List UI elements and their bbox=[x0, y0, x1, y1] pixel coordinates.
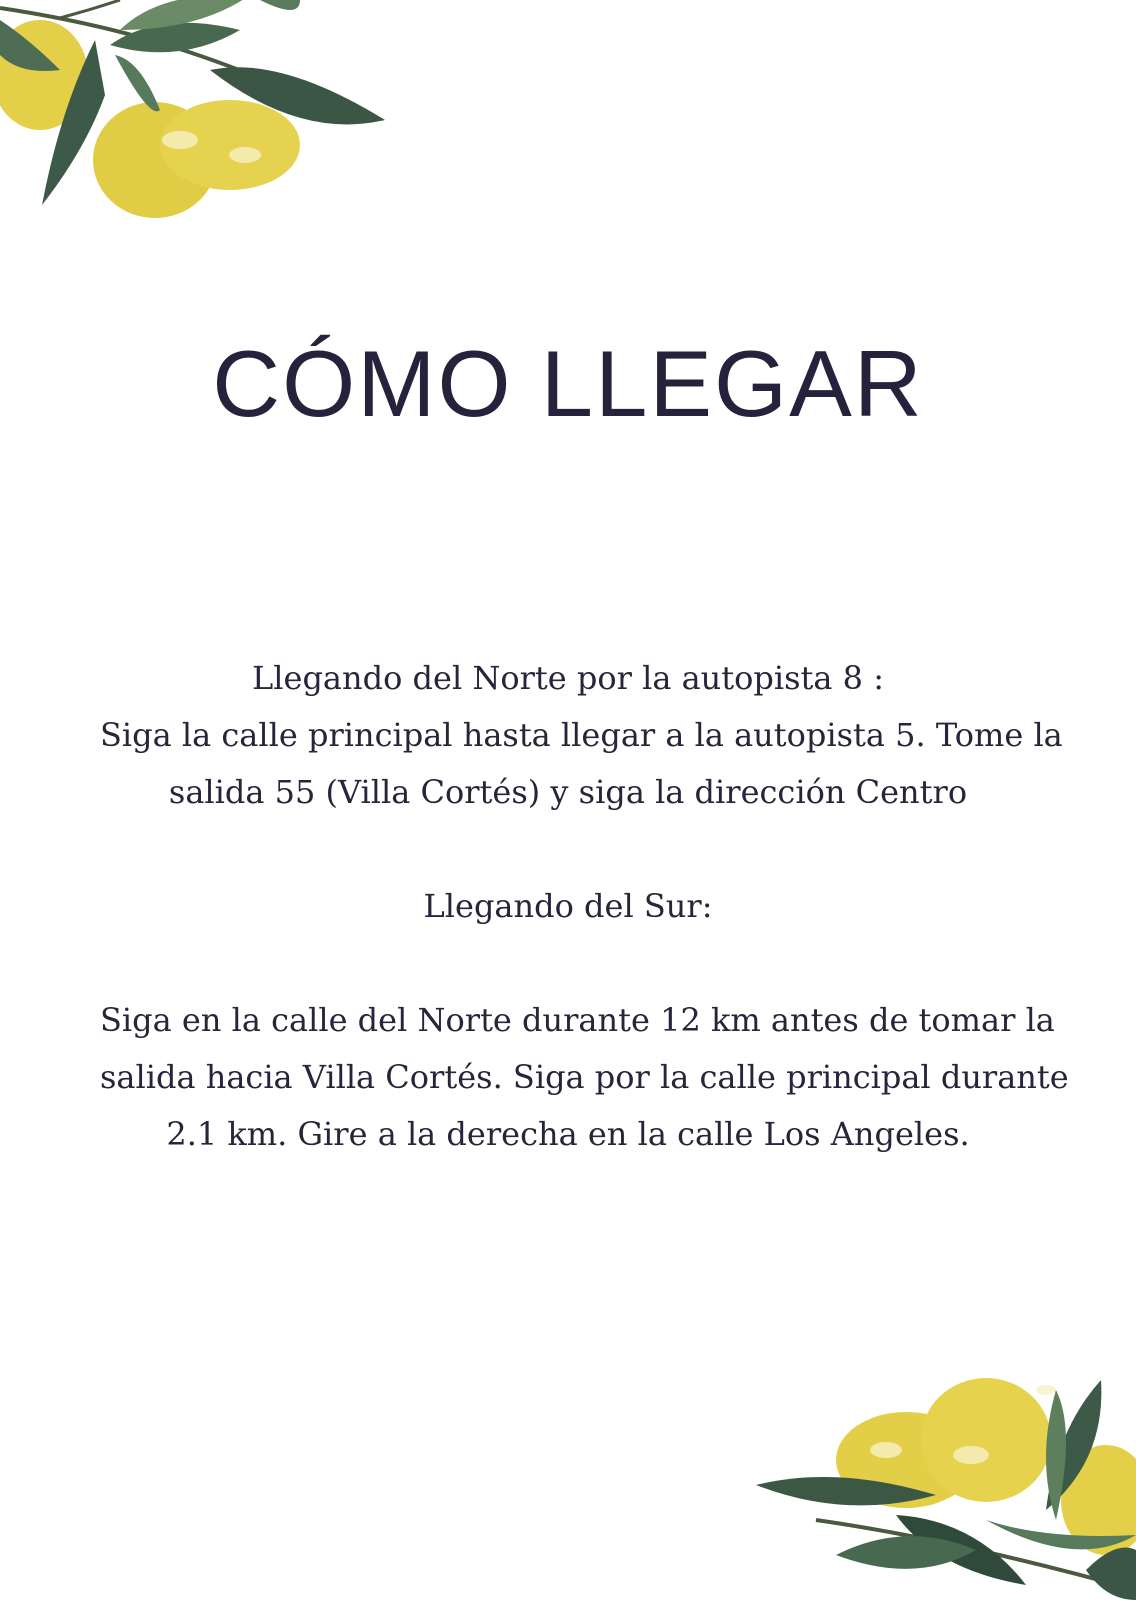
lemon-branch-bottom-right-icon bbox=[756, 1370, 1136, 1600]
south-line-3: 2.1 km. Gire a la derecha en la calle Los Angeles. bbox=[166, 1115, 970, 1153]
lemon-branch-top-left-icon bbox=[0, 0, 400, 240]
south-directions-heading: Llegando del Sur: bbox=[423, 887, 713, 925]
north-directions-text bbox=[100, 707, 1063, 821]
south-directions-text bbox=[100, 992, 1069, 1163]
south-line-2: salida hacia Villa Cortés. Siga por la calle principal durante bbox=[100, 1058, 1069, 1096]
north-line-2: salida 55 (Villa Cortés) y siga la dirección Centro bbox=[168, 773, 968, 811]
page-title: CÓMO LLEGAR bbox=[212, 331, 924, 436]
north-directions-heading: Llegando del Norte por la autopista 8 : bbox=[252, 659, 884, 697]
north-line-1: Siga la calle principal hasta llegar a la autopista 5. Tome la bbox=[100, 716, 1063, 754]
south-line-1: Siga en la calle del Norte durante 12 km antes de tomar la bbox=[100, 1001, 1055, 1039]
